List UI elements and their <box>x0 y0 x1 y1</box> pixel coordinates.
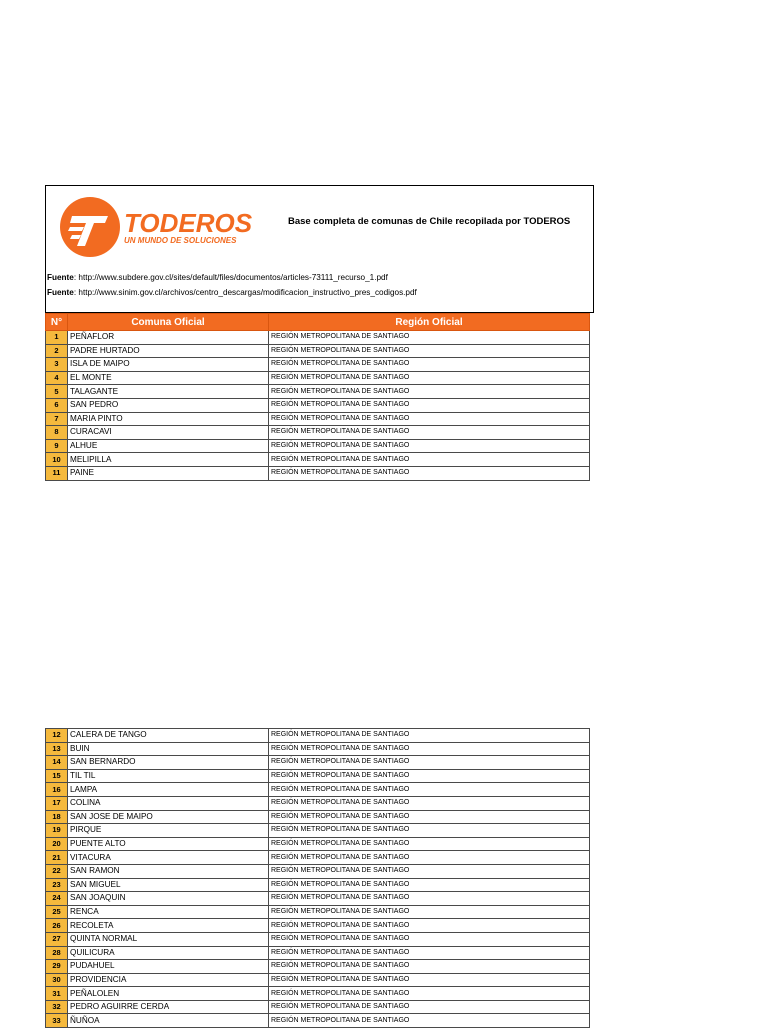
source-url: : http://www.subdere.gov.cl/sites/default/files/documentos/articles-73111_recurso_1.pdf <box>73 273 388 282</box>
table-row <box>46 824 590 838</box>
comuna-cell: ÑUÑOA <box>68 1014 269 1028</box>
comuna-cell: PADRE HURTADO <box>68 344 269 358</box>
region-cell: REGIÓN METROPOLITANA DE SANTIAGO <box>269 1000 590 1014</box>
comuna-cell: PUDAHUEL <box>68 960 269 974</box>
svg-text:UN MUNDO DE SOLUCIONES: UN MUNDO DE SOLUCIONES <box>124 236 237 245</box>
row-number: 17 <box>46 796 68 810</box>
toderos-logo <box>58 196 258 258</box>
region-cell: REGIÓN METROPOLITANA DE SANTIAGO <box>269 385 590 399</box>
document-header <box>45 185 594 313</box>
row-number: 4 <box>46 371 68 385</box>
region-cell: REGIÓN METROPOLITANA DE SANTIAGO <box>269 987 590 1001</box>
table-row <box>46 729 590 743</box>
row-number: 30 <box>46 973 68 987</box>
row-number: 25 <box>46 905 68 919</box>
source-label: Fuente <box>47 288 74 297</box>
table-row <box>46 973 590 987</box>
region-cell: REGIÓN METROPOLITANA DE SANTIAGO <box>269 946 590 960</box>
row-number: 9 <box>46 439 68 453</box>
region-cell: REGIÓN METROPOLITANA DE SANTIAGO <box>269 851 590 865</box>
table-row <box>46 892 590 906</box>
row-number: 27 <box>46 932 68 946</box>
region-cell: REGIÓN METROPOLITANA DE SANTIAGO <box>269 824 590 838</box>
region-cell: REGIÓN METROPOLITANA DE SANTIAGO <box>269 344 590 358</box>
region-cell: REGIÓN METROPOLITANA DE SANTIAGO <box>269 756 590 770</box>
header-region: Región Oficial <box>269 314 590 331</box>
row-number: 28 <box>46 946 68 960</box>
table-row <box>46 932 590 946</box>
row-number: 12 <box>46 729 68 743</box>
table-header-row <box>46 314 590 331</box>
region-cell: REGIÓN METROPOLITANA DE SANTIAGO <box>269 960 590 974</box>
source-label: Fuente <box>47 273 74 282</box>
region-cell: REGIÓN METROPOLITANA DE SANTIAGO <box>269 932 590 946</box>
comuna-cell: SAN JOAQUIN <box>68 892 269 906</box>
region-cell: REGIÓN METROPOLITANA DE SANTIAGO <box>269 439 590 453</box>
comuna-cell: PEÑAFLOR <box>68 331 269 345</box>
row-number: 24 <box>46 892 68 906</box>
region-cell: REGIÓN METROPOLITANA DE SANTIAGO <box>269 810 590 824</box>
row-number: 20 <box>46 837 68 851</box>
region-cell: REGIÓN METROPOLITANA DE SANTIAGO <box>269 973 590 987</box>
table-row <box>46 358 590 372</box>
row-number: 11 <box>46 466 68 480</box>
region-cell: REGIÓN METROPOLITANA DE SANTIAGO <box>269 466 590 480</box>
row-number: 16 <box>46 783 68 797</box>
table-row <box>46 1014 590 1028</box>
row-number: 21 <box>46 851 68 865</box>
table-row <box>46 742 590 756</box>
row-number: 5 <box>46 385 68 399</box>
region-cell: REGIÓN METROPOLITANA DE SANTIAGO <box>269 729 590 743</box>
table-row <box>46 783 590 797</box>
table-row <box>46 769 590 783</box>
region-cell: REGIÓN METROPOLITANA DE SANTIAGO <box>269 919 590 933</box>
row-number: 26 <box>46 919 68 933</box>
row-number: 1 <box>46 331 68 345</box>
region-cell: REGIÓN METROPOLITANA DE SANTIAGO <box>269 426 590 440</box>
comuna-cell: PEDRO AGUIRRE CERDA <box>68 1000 269 1014</box>
row-number: 32 <box>46 1000 68 1014</box>
row-number: 31 <box>46 987 68 1001</box>
comuna-cell: SAN JOSE DE MAIPO <box>68 810 269 824</box>
table-row <box>46 919 590 933</box>
header-number: N° <box>46 314 68 331</box>
region-cell: REGIÓN METROPOLITANA DE SANTIAGO <box>269 331 590 345</box>
table-row <box>46 987 590 1001</box>
region-cell: REGIÓN METROPOLITANA DE SANTIAGO <box>269 412 590 426</box>
region-cell: REGIÓN METROPOLITANA DE SANTIAGO <box>269 742 590 756</box>
row-number: 18 <box>46 810 68 824</box>
comuna-cell: TALAGANTE <box>68 385 269 399</box>
region-cell: REGIÓN METROPOLITANA DE SANTIAGO <box>269 453 590 467</box>
row-number: 3 <box>46 358 68 372</box>
region-cell: REGIÓN METROPOLITANA DE SANTIAGO <box>269 905 590 919</box>
comuna-cell: RENCA <box>68 905 269 919</box>
row-number: 22 <box>46 864 68 878</box>
comuna-cell: VITACURA <box>68 851 269 865</box>
comuna-cell: CURACAVI <box>68 426 269 440</box>
table-row <box>46 864 590 878</box>
comuna-cell: QUILICURA <box>68 946 269 960</box>
comuna-cell: QUINTA NORMAL <box>68 932 269 946</box>
table-row <box>46 398 590 412</box>
comuna-cell: PROVIDENCIA <box>68 973 269 987</box>
table-row <box>46 810 590 824</box>
table-row <box>46 371 590 385</box>
row-number: 13 <box>46 742 68 756</box>
row-number: 2 <box>46 344 68 358</box>
region-cell: REGIÓN METROPOLITANA DE SANTIAGO <box>269 864 590 878</box>
row-number: 14 <box>46 756 68 770</box>
comuna-cell: PAINE <box>68 466 269 480</box>
table-row <box>46 851 590 865</box>
document-title: Base completa de comunas de Chile recopilada por TODEROS <box>288 216 571 227</box>
region-cell: REGIÓN METROPOLITANA DE SANTIAGO <box>269 398 590 412</box>
table-row <box>46 412 590 426</box>
table-row <box>46 331 590 345</box>
comuna-cell: ISLA DE MAIPO <box>68 358 269 372</box>
region-cell: REGIÓN METROPOLITANA DE SANTIAGO <box>269 783 590 797</box>
row-number: 33 <box>46 1014 68 1028</box>
region-cell: REGIÓN METROPOLITANA DE SANTIAGO <box>269 837 590 851</box>
region-cell: REGIÓN METROPOLITANA DE SANTIAGO <box>269 358 590 372</box>
table-row <box>46 946 590 960</box>
table-row <box>46 905 590 919</box>
comuna-cell: SAN BERNARDO <box>68 756 269 770</box>
table-row <box>46 439 590 453</box>
row-number: 8 <box>46 426 68 440</box>
comuna-cell: RECOLETA <box>68 919 269 933</box>
table-row <box>46 344 590 358</box>
svg-text:TODEROS: TODEROS <box>124 208 253 238</box>
comuna-cell: ALHUE <box>68 439 269 453</box>
comuna-cell: CALERA DE TANGO <box>68 729 269 743</box>
comunas-table-page-1 <box>45 313 590 481</box>
comuna-cell: MELIPILLA <box>68 453 269 467</box>
comuna-cell: PUENTE ALTO <box>68 837 269 851</box>
row-number: 15 <box>46 769 68 783</box>
comuna-cell: SAN RAMON <box>68 864 269 878</box>
comuna-cell: PIRQUE <box>68 824 269 838</box>
comuna-cell: MARIA PINTO <box>68 412 269 426</box>
row-number: 10 <box>46 453 68 467</box>
region-cell: REGIÓN METROPOLITANA DE SANTIAGO <box>269 1014 590 1028</box>
region-cell: REGIÓN METROPOLITANA DE SANTIAGO <box>269 371 590 385</box>
comuna-cell: TIL TIL <box>68 769 269 783</box>
comunas-table-page-2 <box>45 728 590 1028</box>
table-row <box>46 1000 590 1014</box>
table-row <box>46 426 590 440</box>
region-cell: REGIÓN METROPOLITANA DE SANTIAGO <box>269 796 590 810</box>
header-comuna: Comuna Oficial <box>68 314 269 331</box>
comuna-cell: PEÑALOLEN <box>68 987 269 1001</box>
table-row <box>46 837 590 851</box>
comuna-cell: EL MONTE <box>68 371 269 385</box>
row-number: 23 <box>46 878 68 892</box>
comuna-cell: LAMPA <box>68 783 269 797</box>
source-line-2 <box>47 288 417 297</box>
row-number: 19 <box>46 824 68 838</box>
table-row <box>46 453 590 467</box>
comuna-cell: SAN MIGUEL <box>68 878 269 892</box>
row-number: 7 <box>46 412 68 426</box>
region-cell: REGIÓN METROPOLITANA DE SANTIAGO <box>269 878 590 892</box>
row-number: 6 <box>46 398 68 412</box>
row-number: 29 <box>46 960 68 974</box>
comuna-cell: BUIN <box>68 742 269 756</box>
table-row <box>46 466 590 480</box>
table-row <box>46 385 590 399</box>
table-row <box>46 960 590 974</box>
source-line-1 <box>47 273 388 282</box>
region-cell: REGIÓN METROPOLITANA DE SANTIAGO <box>269 769 590 783</box>
table-row <box>46 756 590 770</box>
comuna-cell: SAN PEDRO <box>68 398 269 412</box>
table-row <box>46 796 590 810</box>
source-url: : http://www.sinim.gov.cl/archivos/centro_descargas/modificacion_instructivo_pres_codigos.pdf <box>73 288 417 297</box>
table-row <box>46 878 590 892</box>
region-cell: REGIÓN METROPOLITANA DE SANTIAGO <box>269 892 590 906</box>
comuna-cell: COLINA <box>68 796 269 810</box>
